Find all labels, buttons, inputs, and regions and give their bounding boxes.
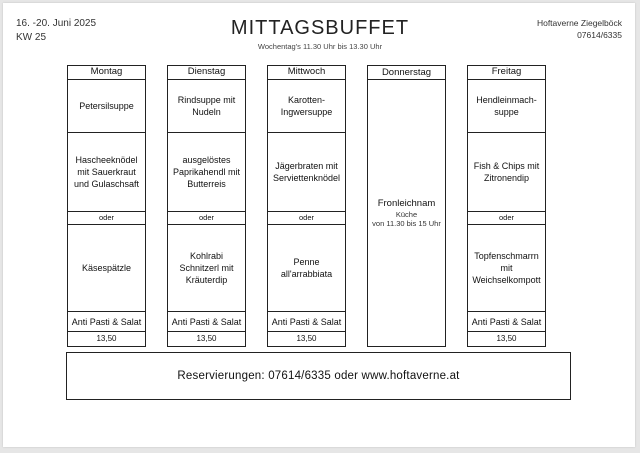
alternative-dish: Topfenschmarrn mit Weichselkompott [468, 225, 545, 312]
soup: Karotten-Ingwersuppe [268, 80, 345, 133]
day-name: Dienstag [168, 66, 245, 80]
or-separator: oder [268, 212, 345, 225]
price: 13,50 [296, 334, 317, 344]
main-dish: Jägerbraten mit Serviettenknödel [268, 133, 345, 212]
day-column-wednesday [267, 65, 346, 347]
soup: Petersilsuppe [68, 80, 145, 133]
holiday-cell [368, 80, 445, 346]
salad: Anti Pasti & Salat [268, 312, 345, 332]
opening-hours: Wochentag's 11.30 Uhr bis 13.30 Uhr [257, 42, 383, 51]
holiday-note: Küche [395, 210, 418, 219]
main-dish: Fish & Chips mit Zitronendip [468, 133, 545, 212]
salad: Anti Pasti & Salat [168, 312, 245, 332]
price: 13,50 [496, 334, 517, 344]
day-column-thursday [367, 65, 446, 347]
day-name: Freitag [468, 66, 545, 80]
alternative-dish: Penne all'arrabbiata [268, 225, 345, 312]
or-separator: oder [468, 212, 545, 225]
salad: Anti Pasti & Salat [468, 312, 545, 332]
day-column-friday [467, 65, 546, 347]
alternative-dish: Kohlrabi Schnitzerl mit Kräuterdip [168, 225, 245, 312]
calendar-week: KW 25 [16, 32, 47, 43]
main-dish: ausgelöstes Paprikahendl mit Butterreis [168, 133, 245, 212]
restaurant-name: Hoftaverne Ziegelböck [536, 18, 622, 28]
or-separator: oder [168, 212, 245, 225]
restaurant-phone: 07614/6335 [577, 30, 622, 40]
date-range: 16. -20. Juni 2025 [16, 18, 97, 29]
page-title: MITTAGSBUFFET [230, 17, 410, 39]
price: 13,50 [196, 334, 217, 344]
day-name: Montag [68, 66, 145, 80]
price: 13,50 [96, 334, 117, 344]
soup: Rindsuppe mit Nudeln [168, 80, 245, 133]
reservation-footer: Reservierungen: 07614/6335 oder www.hoftaverne.at [66, 352, 571, 400]
day-name: Donnerstag [368, 66, 445, 80]
soup: Hendleinmach-suppe [468, 80, 545, 133]
alternative-dish: Käsespätzle [68, 225, 145, 312]
day-column-monday [67, 65, 146, 347]
day-name: Mittwoch [268, 66, 345, 80]
holiday-name: Fronleichnam [377, 198, 436, 209]
salad: Anti Pasti & Salat [68, 312, 145, 332]
holiday-hours: von 11.30 bis 15 Uhr [372, 219, 441, 228]
day-column-tuesday [167, 65, 246, 347]
or-separator: oder [68, 212, 145, 225]
main-dish: Hascheeknödel mit Sauerkraut und Gulaschsaft [68, 133, 145, 212]
